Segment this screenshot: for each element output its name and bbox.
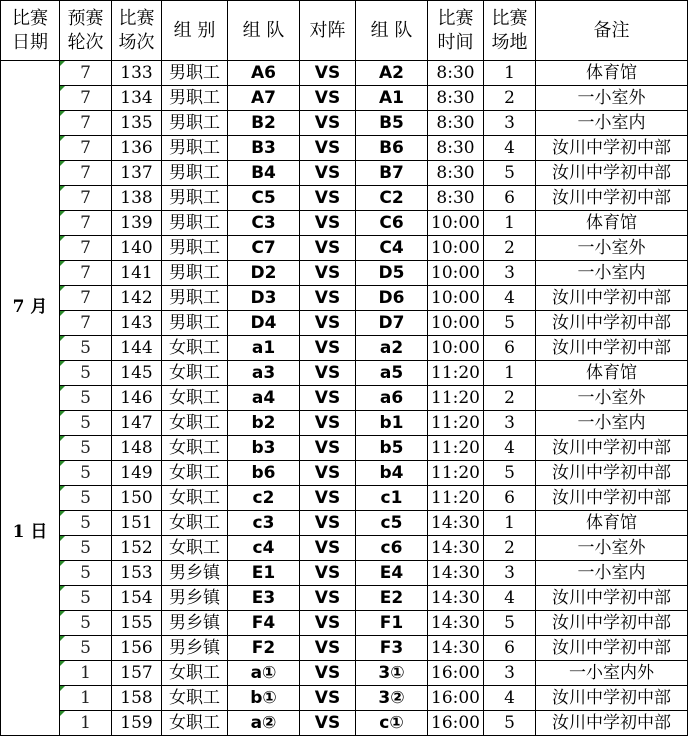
date-month: 7 月 bbox=[12, 297, 48, 317]
vs-cell: VS bbox=[300, 261, 356, 286]
venue-cell: 6 bbox=[484, 336, 536, 361]
note-cell: 汝川中学初中部 bbox=[536, 436, 688, 461]
group-cell: 女职工 bbox=[162, 536, 228, 561]
venue-cell: 2 bbox=[484, 386, 536, 411]
team-a-cell: a1 bbox=[228, 336, 300, 361]
time-cell: 8:30 bbox=[428, 136, 484, 161]
team-a-cell: c4 bbox=[228, 536, 300, 561]
vs-cell: VS bbox=[300, 386, 356, 411]
time-cell: 14:30 bbox=[428, 586, 484, 611]
note-cell: 一小室外 bbox=[536, 536, 688, 561]
note-cell: 汝川中学初中部 bbox=[536, 686, 688, 711]
vs-cell: VS bbox=[300, 286, 356, 311]
note-cell: 汝川中学初中部 bbox=[536, 611, 688, 636]
venue-cell: 4 bbox=[484, 136, 536, 161]
note-cell: 汝川中学初中部 bbox=[536, 636, 688, 661]
vs-cell: VS bbox=[300, 511, 356, 536]
note-cell: 一小室内 bbox=[536, 261, 688, 286]
header-row bbox=[1, 1, 688, 61]
table-row bbox=[1, 211, 688, 236]
match-number-cell: 133 bbox=[112, 61, 162, 86]
vs-cell: VS bbox=[300, 236, 356, 261]
time-cell: 14:30 bbox=[428, 511, 484, 536]
header-vs: 对阵 bbox=[300, 1, 356, 61]
team-b-cell: B5 bbox=[356, 111, 428, 136]
time-cell: 10:00 bbox=[428, 211, 484, 236]
team-a-cell: F2 bbox=[228, 636, 300, 661]
match-number-cell: 142 bbox=[112, 286, 162, 311]
round-cell: 7 bbox=[60, 86, 112, 111]
note-cell: 一小室内 bbox=[536, 111, 688, 136]
team-b-cell: A1 bbox=[356, 86, 428, 111]
vs-cell: VS bbox=[300, 61, 356, 86]
group-cell: 女职工 bbox=[162, 461, 228, 486]
team-a-cell: C7 bbox=[228, 236, 300, 261]
vs-cell: VS bbox=[300, 586, 356, 611]
match-number-cell: 134 bbox=[112, 86, 162, 111]
vs-cell: VS bbox=[300, 411, 356, 436]
group-cell: 男职工 bbox=[162, 161, 228, 186]
venue-cell: 4 bbox=[484, 586, 536, 611]
time-cell: 14:30 bbox=[428, 636, 484, 661]
note-cell: 汝川中学初中部 bbox=[536, 461, 688, 486]
team-b-cell: E4 bbox=[356, 561, 428, 586]
table-row bbox=[1, 661, 688, 686]
round-cell: 7 bbox=[60, 236, 112, 261]
table-row bbox=[1, 511, 688, 536]
group-cell: 女职工 bbox=[162, 361, 228, 386]
time-cell: 11:20 bbox=[428, 411, 484, 436]
round-cell: 7 bbox=[60, 311, 112, 336]
group-cell: 男职工 bbox=[162, 136, 228, 161]
match-number-cell: 138 bbox=[112, 186, 162, 211]
match-number-cell: 136 bbox=[112, 136, 162, 161]
team-a-cell: D4 bbox=[228, 311, 300, 336]
table-row bbox=[1, 711, 688, 736]
table-row bbox=[1, 261, 688, 286]
group-cell: 男职工 bbox=[162, 111, 228, 136]
team-a-cell: C3 bbox=[228, 211, 300, 236]
header-time: 比赛 时间 bbox=[428, 1, 484, 61]
team-b-cell: b5 bbox=[356, 436, 428, 461]
group-cell: 女职工 bbox=[162, 711, 228, 736]
venue-cell: 1 bbox=[484, 361, 536, 386]
vs-cell: VS bbox=[300, 186, 356, 211]
table-row bbox=[1, 136, 688, 161]
venue-cell: 6 bbox=[484, 186, 536, 211]
group-cell: 男职工 bbox=[162, 61, 228, 86]
time-cell: 11:20 bbox=[428, 486, 484, 511]
team-b-cell: D7 bbox=[356, 311, 428, 336]
round-cell: 5 bbox=[60, 436, 112, 461]
vs-cell: VS bbox=[300, 661, 356, 686]
round-cell: 5 bbox=[60, 636, 112, 661]
group-cell: 男乡镇 bbox=[162, 561, 228, 586]
time-cell: 10:00 bbox=[428, 286, 484, 311]
header-venue: 比赛 场地 bbox=[484, 1, 536, 61]
team-a-cell: E1 bbox=[228, 561, 300, 586]
match-number-cell: 158 bbox=[112, 686, 162, 711]
match-number-cell: 144 bbox=[112, 336, 162, 361]
team-a-cell: A6 bbox=[228, 61, 300, 86]
date-day: 1 日 bbox=[12, 522, 48, 542]
vs-cell: VS bbox=[300, 136, 356, 161]
table-row bbox=[1, 161, 688, 186]
round-cell: 7 bbox=[60, 111, 112, 136]
venue-cell: 6 bbox=[484, 636, 536, 661]
match-number-cell: 141 bbox=[112, 261, 162, 286]
team-a-cell: c2 bbox=[228, 486, 300, 511]
team-a-cell: a3 bbox=[228, 361, 300, 386]
group-cell: 男乡镇 bbox=[162, 611, 228, 636]
header-date: 比赛 日期 bbox=[1, 1, 60, 61]
note-cell: 体育馆 bbox=[536, 511, 688, 536]
note-cell: 一小室外 bbox=[536, 86, 688, 111]
note-cell: 体育馆 bbox=[536, 61, 688, 86]
team-b-cell: c① bbox=[356, 711, 428, 736]
vs-cell: VS bbox=[300, 311, 356, 336]
team-b-cell: a5 bbox=[356, 361, 428, 386]
match-number-cell: 135 bbox=[112, 111, 162, 136]
team-a-cell: a② bbox=[228, 711, 300, 736]
match-number-cell: 155 bbox=[112, 611, 162, 636]
round-cell: 5 bbox=[60, 386, 112, 411]
table-row bbox=[1, 586, 688, 611]
note-cell: 一小室内外 bbox=[536, 661, 688, 686]
time-cell: 8:30 bbox=[428, 161, 484, 186]
venue-cell: 2 bbox=[484, 236, 536, 261]
table-row bbox=[1, 186, 688, 211]
team-a-cell: E3 bbox=[228, 586, 300, 611]
table-row bbox=[1, 236, 688, 261]
match-number-cell: 154 bbox=[112, 586, 162, 611]
note-cell: 汝川中学初中部 bbox=[536, 186, 688, 211]
venue-cell: 3 bbox=[484, 411, 536, 436]
round-cell: 1 bbox=[60, 711, 112, 736]
team-b-cell: C2 bbox=[356, 186, 428, 211]
match-number-cell: 137 bbox=[112, 161, 162, 186]
team-b-cell: a2 bbox=[356, 336, 428, 361]
venue-cell: 4 bbox=[484, 686, 536, 711]
note-cell: 汝川中学初中部 bbox=[536, 286, 688, 311]
venue-cell: 2 bbox=[484, 86, 536, 111]
vs-cell: VS bbox=[300, 636, 356, 661]
header-match: 比赛 场次 bbox=[112, 1, 162, 61]
time-cell: 14:30 bbox=[428, 611, 484, 636]
vs-cell: VS bbox=[300, 336, 356, 361]
header-round: 预赛 轮次 bbox=[60, 1, 112, 61]
round-cell: 5 bbox=[60, 536, 112, 561]
note-cell: 汝川中学初中部 bbox=[536, 161, 688, 186]
note-cell: 体育馆 bbox=[536, 211, 688, 236]
team-a-cell: b2 bbox=[228, 411, 300, 436]
venue-cell: 5 bbox=[484, 161, 536, 186]
table-row bbox=[1, 611, 688, 636]
venue-cell: 4 bbox=[484, 436, 536, 461]
venue-cell: 5 bbox=[484, 461, 536, 486]
time-cell: 16:00 bbox=[428, 686, 484, 711]
team-b-cell: c5 bbox=[356, 511, 428, 536]
vs-cell: VS bbox=[300, 611, 356, 636]
team-b-cell: E2 bbox=[356, 586, 428, 611]
team-a-cell: F4 bbox=[228, 611, 300, 636]
round-cell: 7 bbox=[60, 161, 112, 186]
table-row bbox=[1, 536, 688, 561]
table-row bbox=[1, 336, 688, 361]
group-cell: 男职工 bbox=[162, 261, 228, 286]
group-cell: 女职工 bbox=[162, 486, 228, 511]
team-b-cell: a6 bbox=[356, 386, 428, 411]
round-cell: 5 bbox=[60, 461, 112, 486]
vs-cell: VS bbox=[300, 461, 356, 486]
note-cell: 一小室外 bbox=[536, 236, 688, 261]
match-number-cell: 140 bbox=[112, 236, 162, 261]
group-cell: 男职工 bbox=[162, 186, 228, 211]
team-b-cell: F1 bbox=[356, 611, 428, 636]
group-cell: 女职工 bbox=[162, 336, 228, 361]
time-cell: 10:00 bbox=[428, 236, 484, 261]
time-cell: 16:00 bbox=[428, 661, 484, 686]
group-cell: 男职工 bbox=[162, 86, 228, 111]
match-number-cell: 148 bbox=[112, 436, 162, 461]
team-a-cell: B4 bbox=[228, 161, 300, 186]
time-cell: 14:30 bbox=[428, 536, 484, 561]
group-cell: 男职工 bbox=[162, 286, 228, 311]
time-cell: 10:00 bbox=[428, 336, 484, 361]
table-row bbox=[1, 361, 688, 386]
match-number-cell: 150 bbox=[112, 486, 162, 511]
group-cell: 男职工 bbox=[162, 236, 228, 261]
venue-cell: 6 bbox=[484, 486, 536, 511]
round-cell: 5 bbox=[60, 336, 112, 361]
round-cell: 7 bbox=[60, 211, 112, 236]
venue-cell: 3 bbox=[484, 261, 536, 286]
vs-cell: VS bbox=[300, 561, 356, 586]
team-a-cell: b6 bbox=[228, 461, 300, 486]
team-a-cell: B3 bbox=[228, 136, 300, 161]
team-b-cell: B6 bbox=[356, 136, 428, 161]
header-group: 组 别 bbox=[162, 1, 228, 61]
team-a-cell: a4 bbox=[228, 386, 300, 411]
time-cell: 8:30 bbox=[428, 186, 484, 211]
team-b-cell: A2 bbox=[356, 61, 428, 86]
match-number-cell: 145 bbox=[112, 361, 162, 386]
venue-cell: 1 bbox=[484, 61, 536, 86]
match-number-cell: 147 bbox=[112, 411, 162, 436]
team-b-cell: 3① bbox=[356, 661, 428, 686]
team-b-cell: C6 bbox=[356, 211, 428, 236]
time-cell: 8:30 bbox=[428, 61, 484, 86]
venue-cell: 4 bbox=[484, 286, 536, 311]
date-cell bbox=[1, 61, 60, 736]
time-cell: 10:00 bbox=[428, 311, 484, 336]
match-number-cell: 159 bbox=[112, 711, 162, 736]
round-cell: 7 bbox=[60, 136, 112, 161]
venue-cell: 1 bbox=[484, 511, 536, 536]
team-b-cell: c6 bbox=[356, 536, 428, 561]
table-row bbox=[1, 386, 688, 411]
match-number-cell: 152 bbox=[112, 536, 162, 561]
group-cell: 女职工 bbox=[162, 511, 228, 536]
round-cell: 7 bbox=[60, 261, 112, 286]
group-cell: 男乡镇 bbox=[162, 586, 228, 611]
vs-cell: VS bbox=[300, 111, 356, 136]
round-cell: 1 bbox=[60, 686, 112, 711]
match-number-cell: 157 bbox=[112, 661, 162, 686]
note-cell: 体育馆 bbox=[536, 361, 688, 386]
group-cell: 女职工 bbox=[162, 661, 228, 686]
note-cell: 汝川中学初中部 bbox=[536, 136, 688, 161]
header-note: 备注 bbox=[536, 1, 688, 61]
team-b-cell: b1 bbox=[356, 411, 428, 436]
round-cell: 5 bbox=[60, 411, 112, 436]
note-cell: 汝川中学初中部 bbox=[536, 486, 688, 511]
round-cell: 5 bbox=[60, 511, 112, 536]
round-cell: 5 bbox=[60, 486, 112, 511]
venue-cell: 5 bbox=[484, 311, 536, 336]
team-a-cell: b① bbox=[228, 686, 300, 711]
team-b-cell: b4 bbox=[356, 461, 428, 486]
group-cell: 女职工 bbox=[162, 686, 228, 711]
vs-cell: VS bbox=[300, 161, 356, 186]
venue-cell: 3 bbox=[484, 661, 536, 686]
match-number-cell: 156 bbox=[112, 636, 162, 661]
venue-cell: 3 bbox=[484, 111, 536, 136]
team-a-cell: D3 bbox=[228, 286, 300, 311]
note-cell: 汝川中学初中部 bbox=[536, 586, 688, 611]
vs-cell: VS bbox=[300, 361, 356, 386]
time-cell: 8:30 bbox=[428, 111, 484, 136]
group-cell: 女职工 bbox=[162, 411, 228, 436]
round-cell: 5 bbox=[60, 361, 112, 386]
table-row bbox=[1, 436, 688, 461]
round-cell: 5 bbox=[60, 586, 112, 611]
time-cell: 8:30 bbox=[428, 86, 484, 111]
vs-cell: VS bbox=[300, 711, 356, 736]
note-cell: 一小室内 bbox=[536, 561, 688, 586]
team-a-cell: D2 bbox=[228, 261, 300, 286]
team-a-cell: a① bbox=[228, 661, 300, 686]
team-b-cell: D6 bbox=[356, 286, 428, 311]
venue-cell: 5 bbox=[484, 611, 536, 636]
match-number-cell: 139 bbox=[112, 211, 162, 236]
time-cell: 11:20 bbox=[428, 361, 484, 386]
time-cell: 14:30 bbox=[428, 561, 484, 586]
table-row bbox=[1, 636, 688, 661]
match-number-cell: 143 bbox=[112, 311, 162, 336]
note-cell: 汝川中学初中部 bbox=[536, 311, 688, 336]
team-b-cell: F3 bbox=[356, 636, 428, 661]
round-cell: 7 bbox=[60, 186, 112, 211]
venue-cell: 5 bbox=[484, 711, 536, 736]
team-a-cell: B2 bbox=[228, 111, 300, 136]
table-row bbox=[1, 411, 688, 436]
group-cell: 男职工 bbox=[162, 211, 228, 236]
team-b-cell: C4 bbox=[356, 236, 428, 261]
group-cell: 女职工 bbox=[162, 436, 228, 461]
round-cell: 7 bbox=[60, 286, 112, 311]
vs-cell: VS bbox=[300, 86, 356, 111]
table-row bbox=[1, 61, 688, 86]
team-a-cell: b3 bbox=[228, 436, 300, 461]
venue-cell: 3 bbox=[484, 561, 536, 586]
vs-cell: VS bbox=[300, 211, 356, 236]
table-row bbox=[1, 686, 688, 711]
round-cell: 7 bbox=[60, 61, 112, 86]
vs-cell: VS bbox=[300, 436, 356, 461]
table-row bbox=[1, 461, 688, 486]
time-cell: 16:00 bbox=[428, 711, 484, 736]
team-a-cell: A7 bbox=[228, 86, 300, 111]
header-team-b: 组 队 bbox=[356, 1, 428, 61]
time-cell: 11:20 bbox=[428, 386, 484, 411]
team-b-cell: D5 bbox=[356, 261, 428, 286]
round-cell: 5 bbox=[60, 611, 112, 636]
team-b-cell: B7 bbox=[356, 161, 428, 186]
vs-cell: VS bbox=[300, 486, 356, 511]
vs-cell: VS bbox=[300, 686, 356, 711]
note-cell: 一小室外 bbox=[536, 386, 688, 411]
header-team-a: 组 队 bbox=[228, 1, 300, 61]
round-cell: 5 bbox=[60, 561, 112, 586]
table-row bbox=[1, 486, 688, 511]
match-number-cell: 146 bbox=[112, 386, 162, 411]
table-row bbox=[1, 286, 688, 311]
group-cell: 男乡镇 bbox=[162, 636, 228, 661]
note-cell: 汝川中学初中部 bbox=[536, 711, 688, 736]
venue-cell: 2 bbox=[484, 536, 536, 561]
team-a-cell: c3 bbox=[228, 511, 300, 536]
team-a-cell: C5 bbox=[228, 186, 300, 211]
vs-cell: VS bbox=[300, 536, 356, 561]
match-number-cell: 151 bbox=[112, 511, 162, 536]
table-row bbox=[1, 86, 688, 111]
note-cell: 一小室内 bbox=[536, 411, 688, 436]
team-b-cell: c1 bbox=[356, 486, 428, 511]
group-cell: 女职工 bbox=[162, 386, 228, 411]
time-cell: 11:20 bbox=[428, 436, 484, 461]
table-row bbox=[1, 561, 688, 586]
match-number-cell: 153 bbox=[112, 561, 162, 586]
time-cell: 10:00 bbox=[428, 261, 484, 286]
match-number-cell: 149 bbox=[112, 461, 162, 486]
venue-cell: 1 bbox=[484, 211, 536, 236]
time-cell: 11:20 bbox=[428, 461, 484, 486]
table-row bbox=[1, 311, 688, 336]
group-cell: 男职工 bbox=[162, 311, 228, 336]
round-cell: 1 bbox=[60, 661, 112, 686]
team-b-cell: 3② bbox=[356, 686, 428, 711]
note-cell: 汝川中学初中部 bbox=[536, 336, 688, 361]
table-row bbox=[1, 111, 688, 136]
